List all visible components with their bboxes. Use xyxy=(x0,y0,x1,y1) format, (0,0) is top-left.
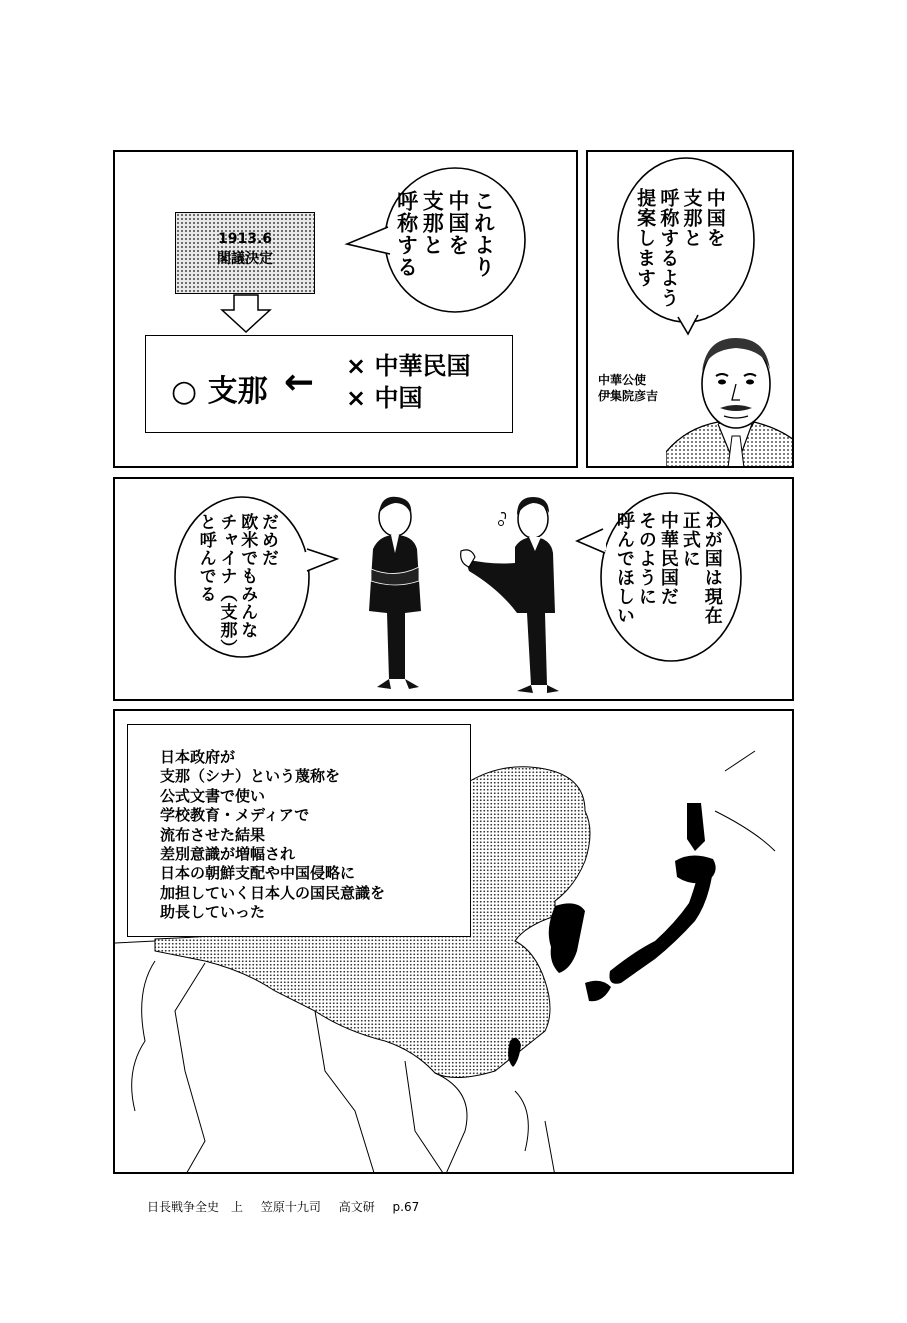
source-citation xyxy=(147,1198,433,1215)
panel-dialogue xyxy=(113,477,794,701)
bubble-text-panel2: 中国を 支那と 呼称するよう 提案します xyxy=(634,188,726,308)
minister-portrait xyxy=(666,332,794,468)
bubble-text-panel1: これより 中国を 支那と 呼称する xyxy=(394,190,496,278)
approved-name: 支那 xyxy=(207,374,268,409)
panel-minister xyxy=(586,150,794,468)
decree-label: 閣議決定 xyxy=(217,251,273,267)
approved-circle-icon: ○ xyxy=(171,374,198,409)
japanese-official-figure xyxy=(355,489,445,699)
speech-bubble-panel1 xyxy=(115,152,578,468)
chinese-envoy-figure xyxy=(455,489,575,699)
cross-icon: × xyxy=(346,384,367,412)
decree-date: 1913.6 xyxy=(217,231,273,247)
panel-map xyxy=(113,709,794,1174)
panel-decree xyxy=(113,150,578,468)
cross-icon: × xyxy=(346,352,367,380)
bubble-text-right: わが国は現在 正式に 中華民国だ そのように 呼んでほしい xyxy=(613,511,723,625)
minister-caption: 中華公使 伊集院彦吉 xyxy=(598,373,659,403)
source-publisher: 高文研 xyxy=(338,1200,375,1214)
source-author: 笠原十九司 xyxy=(260,1200,321,1214)
bubble-text-left: だめだ 欧米でもみんな チャイナ（支那） と呼んでる xyxy=(195,513,278,657)
map-caption: 日本政府が 支那（シナ）という蔑称を 公式文書で使い 学校教育・メディアで 流布させた結果 差別意識が増幅され 日本の朝鮮支配や中国侵略に 加担していく日本人の国民意識を 助長していった xyxy=(127,724,471,937)
rejected-name-roc: 中華民国 xyxy=(374,352,471,380)
left-arrow-icon: ← xyxy=(284,362,315,403)
source-page: p.67 xyxy=(392,1200,420,1214)
rejected-name-china: 中国 xyxy=(374,384,423,412)
source-book: 日長戦争全史 上 xyxy=(147,1200,244,1214)
